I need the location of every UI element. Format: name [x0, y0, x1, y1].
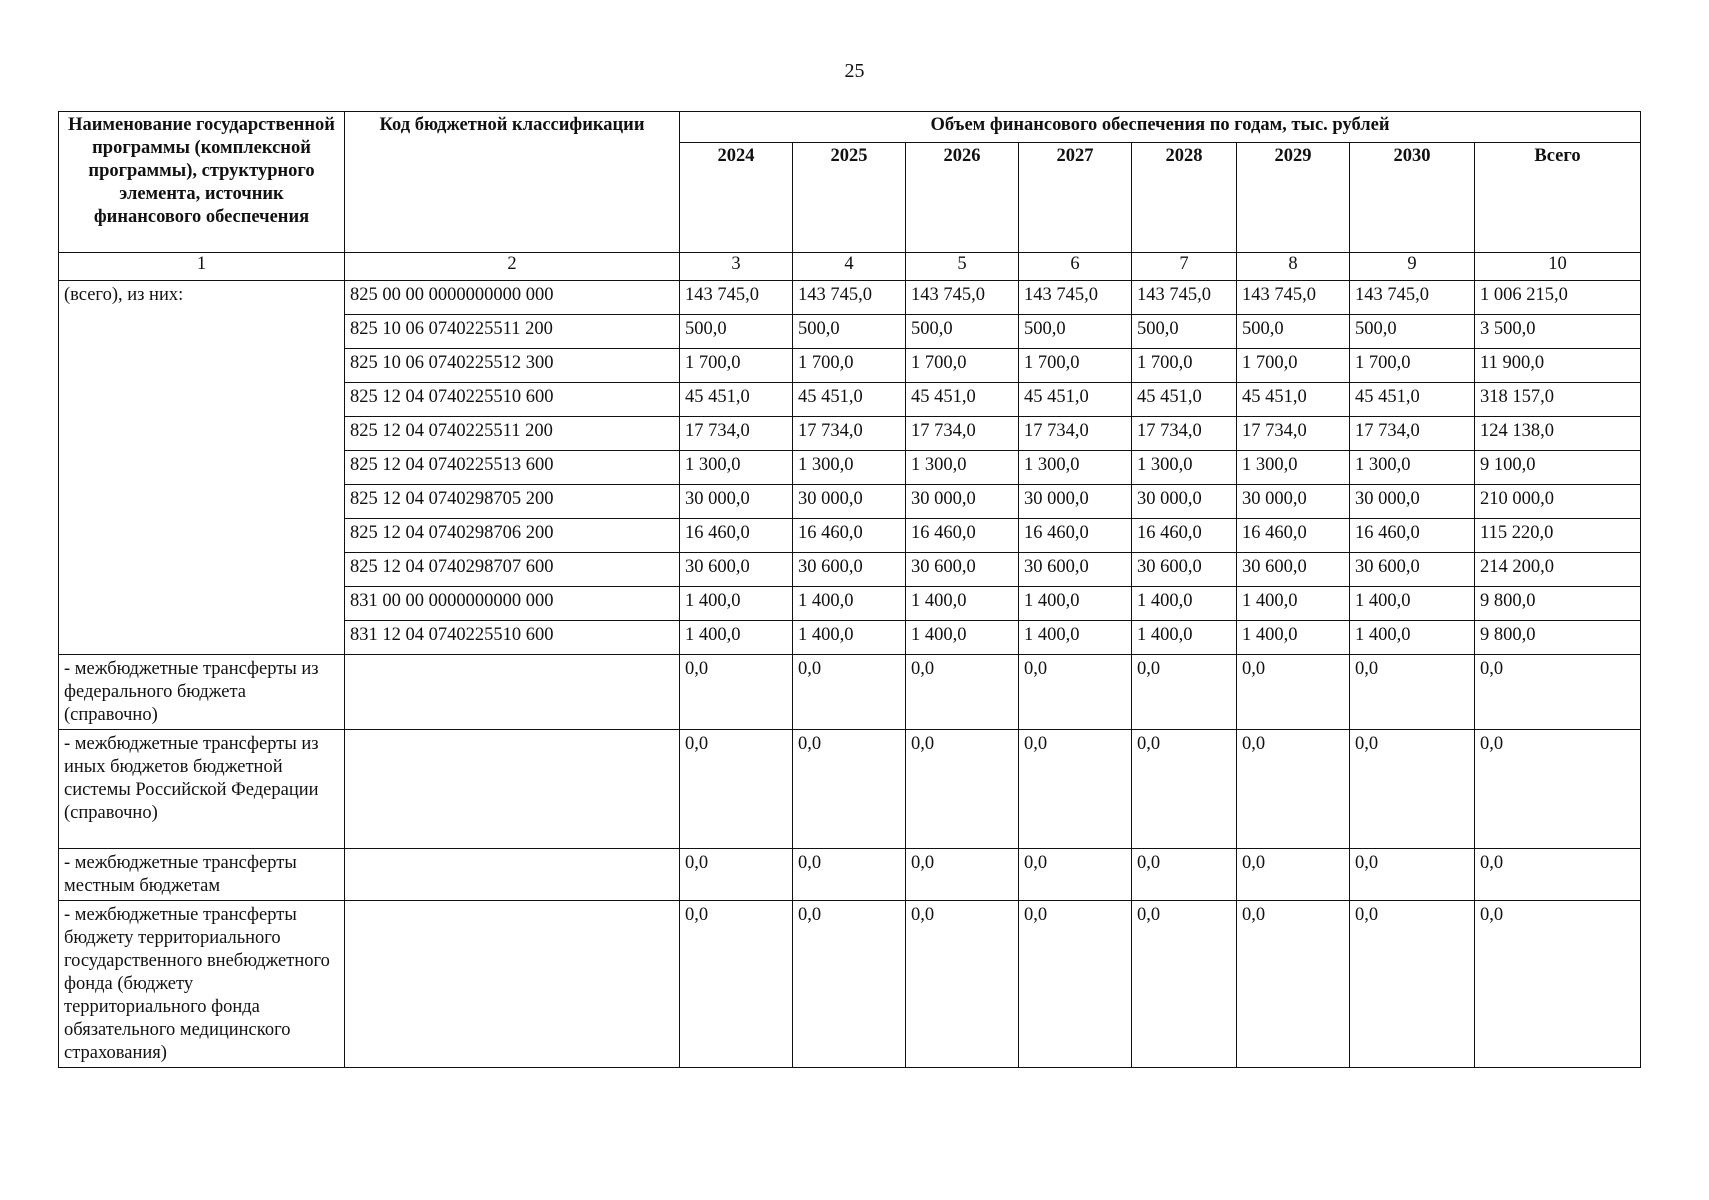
year-value-cell: 45 451,0	[906, 383, 1019, 417]
year-value-cell: 16 460,0	[906, 519, 1019, 553]
year-value-cell: 143 745,0	[1350, 281, 1475, 315]
year-value-cell: 17 734,0	[680, 417, 793, 451]
year-value-cell: 17 734,0	[793, 417, 906, 451]
year-value-cell: 0,0	[680, 849, 793, 901]
year-value-cell: 1 400,0	[1132, 587, 1237, 621]
table-row	[59, 281, 1641, 315]
year-value-cell: 500,0	[1237, 315, 1350, 349]
year-value-cell: 30 000,0	[1237, 485, 1350, 519]
year-value-cell: 1 400,0	[1350, 621, 1475, 655]
transfer-row	[59, 901, 1641, 1068]
column-number: 1	[59, 253, 345, 281]
year-value-cell: 0,0	[793, 655, 906, 730]
year-value-cell: 0,0	[1350, 901, 1475, 1068]
year-value-cell: 1 300,0	[680, 451, 793, 485]
year-value-cell: 17 734,0	[1019, 417, 1132, 451]
year-value-cell: 30 000,0	[1132, 485, 1237, 519]
year-value-cell: 45 451,0	[1132, 383, 1237, 417]
year-value-cell: 143 745,0	[1237, 281, 1350, 315]
budget-code-cell	[345, 901, 680, 1068]
year-value-cell: 0,0	[793, 730, 906, 849]
budget-code-cell: 831 12 04 0740225510 600	[345, 621, 680, 655]
header-year: 2025	[793, 143, 906, 253]
year-value-cell: 30 000,0	[906, 485, 1019, 519]
year-value-cell: 143 745,0	[906, 281, 1019, 315]
transfer-row	[59, 655, 1641, 730]
year-value-cell: 0,0	[1350, 655, 1475, 730]
year-value-cell: 1 400,0	[1237, 587, 1350, 621]
total-value-cell: 318 157,0	[1475, 383, 1641, 417]
year-value-cell: 1 400,0	[793, 621, 906, 655]
total-value-cell: 210 000,0	[1475, 485, 1641, 519]
year-value-cell: 0,0	[906, 655, 1019, 730]
year-value-cell: 45 451,0	[1237, 383, 1350, 417]
year-value-cell: 500,0	[793, 315, 906, 349]
budget-code-cell: 825 12 04 0740298705 200	[345, 485, 680, 519]
transfer-name-cell: - межбюджетные трансферты из федерального бюджета (справочно)	[59, 655, 345, 730]
budget-code-cell: 825 12 04 0740298707 600	[345, 553, 680, 587]
transfer-name-cell: - межбюджетные трансферты из иных бюджетов бюджетной системы Российской Федерации (справочно)	[59, 730, 345, 849]
year-value-cell: 1 400,0	[1132, 621, 1237, 655]
column-number: 2	[345, 253, 680, 281]
header-year: 2027	[1019, 143, 1132, 253]
year-value-cell: 500,0	[1019, 315, 1132, 349]
year-value-cell: 1 700,0	[1237, 349, 1350, 383]
year-value-cell: 0,0	[1132, 901, 1237, 1068]
transfer-row	[59, 849, 1641, 901]
header-total: Всего	[1475, 143, 1641, 253]
year-value-cell: 1 300,0	[1237, 451, 1350, 485]
column-number-row	[59, 253, 1641, 281]
year-value-cell: 1 700,0	[906, 349, 1019, 383]
year-value-cell: 1 300,0	[1350, 451, 1475, 485]
total-value-cell: 9 800,0	[1475, 587, 1641, 621]
year-value-cell: 30 600,0	[906, 553, 1019, 587]
header-code-column: Код бюджетной классификации	[345, 112, 680, 253]
year-value-cell: 1 300,0	[906, 451, 1019, 485]
year-value-cell: 0,0	[1237, 730, 1350, 849]
year-value-cell: 30 600,0	[1237, 553, 1350, 587]
year-value-cell: 30 000,0	[793, 485, 906, 519]
year-value-cell: 1 700,0	[793, 349, 906, 383]
year-value-cell: 0,0	[1019, 655, 1132, 730]
year-value-cell: 45 451,0	[793, 383, 906, 417]
header-year: 2026	[906, 143, 1019, 253]
year-value-cell: 1 400,0	[1019, 621, 1132, 655]
year-value-cell: 45 451,0	[1019, 383, 1132, 417]
year-value-cell: 0,0	[1132, 655, 1237, 730]
year-value-cell: 16 460,0	[1350, 519, 1475, 553]
year-value-cell: 16 460,0	[1237, 519, 1350, 553]
year-value-cell: 16 460,0	[680, 519, 793, 553]
year-value-cell: 1 400,0	[793, 587, 906, 621]
group-label: (всего), из них:	[59, 281, 345, 655]
total-value-cell: 124 138,0	[1475, 417, 1641, 451]
financing-table	[58, 111, 1641, 1068]
total-value-cell: 214 200,0	[1475, 553, 1641, 587]
year-value-cell: 17 734,0	[1132, 417, 1237, 451]
year-value-cell: 1 700,0	[1132, 349, 1237, 383]
column-number: 5	[906, 253, 1019, 281]
year-value-cell: 17 734,0	[1350, 417, 1475, 451]
header-year: 2029	[1237, 143, 1350, 253]
header-volume-group: Объем финансового обеспечения по годам, тыс. рублей	[680, 112, 1641, 143]
year-value-cell: 1 400,0	[680, 621, 793, 655]
year-value-cell: 500,0	[1132, 315, 1237, 349]
year-value-cell: 1 700,0	[1019, 349, 1132, 383]
total-value-cell: 1 006 215,0	[1475, 281, 1641, 315]
budget-code-cell: 825 00 00 0000000000 000	[345, 281, 680, 315]
year-value-cell: 1 400,0	[1350, 587, 1475, 621]
year-value-cell: 0,0	[680, 655, 793, 730]
total-value-cell: 115 220,0	[1475, 519, 1641, 553]
year-value-cell: 0,0	[1237, 901, 1350, 1068]
year-value-cell: 1 300,0	[1132, 451, 1237, 485]
column-number: 8	[1237, 253, 1350, 281]
column-number: 7	[1132, 253, 1237, 281]
year-value-cell: 1 400,0	[1019, 587, 1132, 621]
budget-code-cell: 831 00 00 0000000000 000	[345, 587, 680, 621]
column-number: 9	[1350, 253, 1475, 281]
transfer-row	[59, 730, 1641, 849]
year-value-cell: 143 745,0	[793, 281, 906, 315]
year-value-cell: 1 400,0	[1237, 621, 1350, 655]
year-value-cell: 500,0	[1350, 315, 1475, 349]
year-value-cell: 143 745,0	[680, 281, 793, 315]
total-value-cell: 0,0	[1475, 849, 1641, 901]
header-year: 2028	[1132, 143, 1237, 253]
year-value-cell: 0,0	[793, 901, 906, 1068]
page-number: 25	[844, 60, 865, 82]
year-value-cell: 0,0	[906, 730, 1019, 849]
year-value-cell: 1 400,0	[906, 621, 1019, 655]
year-value-cell: 45 451,0	[1350, 383, 1475, 417]
year-value-cell: 500,0	[680, 315, 793, 349]
total-value-cell: 9 800,0	[1475, 621, 1641, 655]
year-value-cell: 0,0	[1237, 655, 1350, 730]
column-number: 3	[680, 253, 793, 281]
year-value-cell: 1 400,0	[680, 587, 793, 621]
year-value-cell: 0,0	[1237, 849, 1350, 901]
year-value-cell: 0,0	[906, 901, 1019, 1068]
budget-code-cell: 825 10 06 0740225511 200	[345, 315, 680, 349]
year-value-cell: 0,0	[1132, 849, 1237, 901]
year-value-cell: 0,0	[680, 730, 793, 849]
year-value-cell: 17 734,0	[1237, 417, 1350, 451]
year-value-cell: 1 300,0	[793, 451, 906, 485]
transfer-name-cell: - межбюджетные трансферты местным бюджетам	[59, 849, 345, 901]
year-value-cell: 0,0	[1350, 849, 1475, 901]
total-value-cell: 0,0	[1475, 901, 1641, 1068]
column-number: 6	[1019, 253, 1132, 281]
year-value-cell: 45 451,0	[680, 383, 793, 417]
year-value-cell: 0,0	[1019, 849, 1132, 901]
transfer-name-cell: - межбюджетные трансферты бюджету территориального государственного внебюджетного фонда (бюджету территориального фонда обязательного медицинского страхования)	[59, 901, 345, 1068]
year-value-cell: 16 460,0	[1132, 519, 1237, 553]
year-value-cell: 1 300,0	[1019, 451, 1132, 485]
column-number: 4	[793, 253, 906, 281]
budget-code-cell: 825 10 06 0740225512 300	[345, 349, 680, 383]
year-value-cell: 30 000,0	[1350, 485, 1475, 519]
year-value-cell: 0,0	[1019, 730, 1132, 849]
year-value-cell: 30 600,0	[1350, 553, 1475, 587]
budget-code-cell: 825 12 04 0740225513 600	[345, 451, 680, 485]
budget-code-cell: 825 12 04 0740225511 200	[345, 417, 680, 451]
column-number: 10	[1475, 253, 1641, 281]
header-row-top	[59, 112, 1641, 143]
year-value-cell: 30 600,0	[793, 553, 906, 587]
budget-code-cell	[345, 849, 680, 901]
year-value-cell: 0,0	[1132, 730, 1237, 849]
year-value-cell: 30 600,0	[1019, 553, 1132, 587]
total-value-cell: 11 900,0	[1475, 349, 1641, 383]
budget-code-cell	[345, 655, 680, 730]
year-value-cell: 143 745,0	[1019, 281, 1132, 315]
year-value-cell: 17 734,0	[906, 417, 1019, 451]
table-body	[59, 281, 1641, 1068]
total-value-cell: 3 500,0	[1475, 315, 1641, 349]
total-value-cell: 0,0	[1475, 730, 1641, 849]
year-value-cell: 1 400,0	[906, 587, 1019, 621]
year-value-cell: 0,0	[1019, 901, 1132, 1068]
year-value-cell: 30 600,0	[1132, 553, 1237, 587]
budget-code-cell: 825 12 04 0740298706 200	[345, 519, 680, 553]
year-value-cell: 0,0	[1350, 730, 1475, 849]
year-value-cell: 143 745,0	[1132, 281, 1237, 315]
budget-code-cell	[345, 730, 680, 849]
year-value-cell: 30 000,0	[1019, 485, 1132, 519]
year-value-cell: 1 700,0	[1350, 349, 1475, 383]
header-year: 2030	[1350, 143, 1475, 253]
year-value-cell: 0,0	[906, 849, 1019, 901]
year-value-cell: 500,0	[906, 315, 1019, 349]
total-value-cell: 9 100,0	[1475, 451, 1641, 485]
year-value-cell: 0,0	[680, 901, 793, 1068]
year-value-cell: 30 600,0	[680, 553, 793, 587]
year-value-cell: 16 460,0	[793, 519, 906, 553]
total-value-cell: 0,0	[1475, 655, 1641, 730]
year-value-cell: 30 000,0	[680, 485, 793, 519]
header-year: 2024	[680, 143, 793, 253]
budget-code-cell: 825 12 04 0740225510 600	[345, 383, 680, 417]
year-value-cell: 1 700,0	[680, 349, 793, 383]
year-value-cell: 0,0	[793, 849, 906, 901]
header-name-column: Наименование государственной программы (комплексной программы), структурного элемента, источник финансового обеспечения	[59, 112, 345, 253]
year-value-cell: 16 460,0	[1019, 519, 1132, 553]
